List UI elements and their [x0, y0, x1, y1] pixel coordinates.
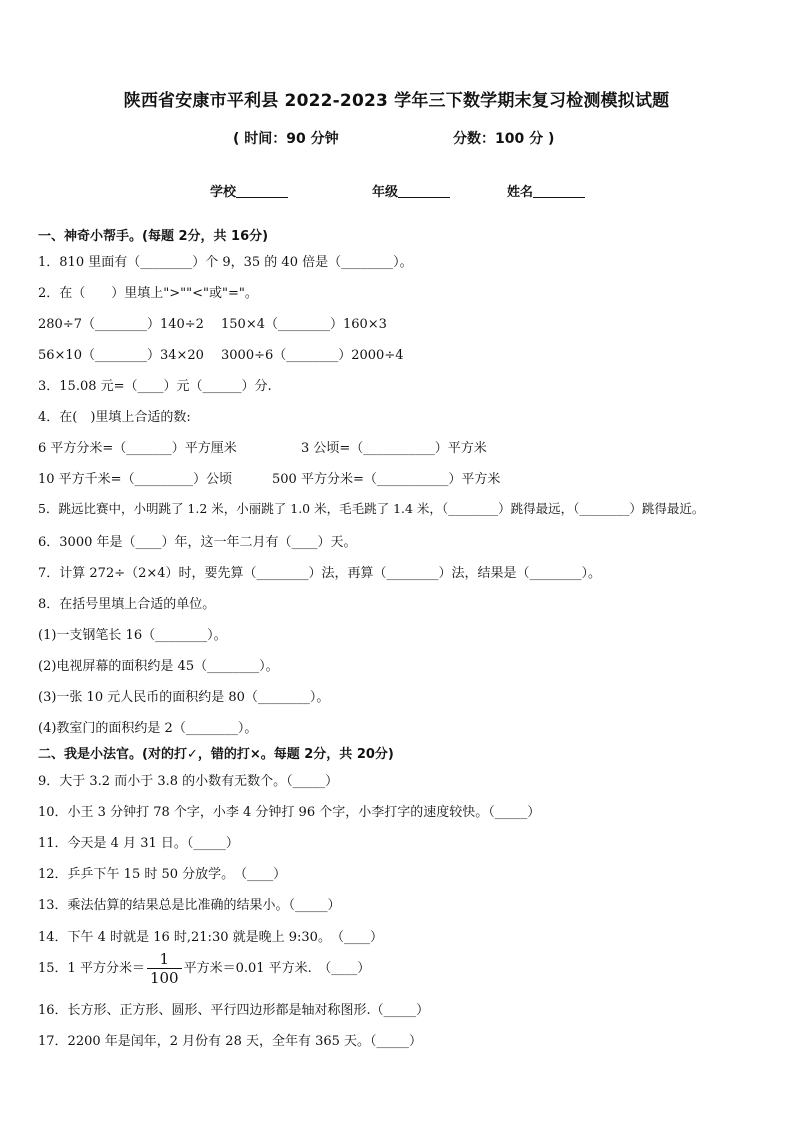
fraction: [147, 950, 182, 987]
question-16: 16．长方形、正方形、圆形、平行四边形都是轴对称图形.（_____）: [38, 1003, 430, 1018]
section1-heading: 一、神奇小帮手。(每题 2分，共 16分): [38, 229, 269, 244]
question-13: 13．乘法估算的结果总是比准确的结果小。（_____）: [38, 898, 341, 913]
section2-heading: 二、我是小法官。(对的打✓，错的打×。每题 2分，共 20分): [38, 747, 394, 762]
question-6: 6．3000 年是（____）年，这一年二月有（____）天。: [38, 535, 357, 550]
question-2c: 56×10（________）34×20: [38, 348, 204, 363]
question-3: 3．15.08 元=（____）元（______）分.: [38, 379, 272, 394]
question-10: 10．小王 3 分钟打 78 个字，小李 4 分钟打 96 个字，小李打字的速度较快。（_____）: [38, 805, 541, 820]
grade-blank[interactable]: [398, 197, 450, 198]
question-1: 1．810 里面有（________）个 9，35 的 40 倍是（________）。: [38, 255, 413, 270]
question-8-4: (4)教室门的面积约是 2（________）。: [38, 721, 258, 736]
name-label: 姓名: [507, 185, 534, 200]
question-4d: 500 平方分米=（___________）平方米: [272, 472, 501, 487]
question-17: 17．2200 年是闰年，2 月份有 28 天，全年有 365 天。（_____）: [38, 1034, 423, 1049]
question-4b: 3 公顷=（___________）平方米: [301, 441, 487, 456]
question-8: 8．在括号里填上合适的单位。: [38, 597, 216, 612]
question-15: [38, 950, 370, 987]
question-2b: 150×4（________）160×3: [221, 317, 387, 332]
exam-time: ( 时间：90 分钟: [233, 131, 339, 147]
fraction-numerator: 1: [147, 950, 182, 969]
question-8-1: (1)一支钢笔长 16（________）。: [38, 628, 227, 643]
grade-field[interactable]: [372, 181, 450, 200]
question-12: 12．乒乒下午 15 时 50 分放学。 （____）: [38, 867, 287, 882]
question-4: 4．在( )里填上合适的数:: [38, 410, 191, 425]
question-9: 9．大于 3.2 而小于 3.8 的小数有无数个。（_____）: [38, 774, 339, 789]
question-4c: 10 平方千米=（_________）公顷: [38, 472, 233, 487]
question-4a: 6 平方分米=（_______）平方厘米: [38, 441, 237, 456]
question-14: 14．下午 4 时就是 16 时,21:30 就是晚上 9:30。 （____）: [38, 930, 383, 945]
question-8-2: (2)电视屏幕的面积约是 45（________）。: [38, 659, 279, 674]
name-blank[interactable]: [533, 197, 585, 198]
question-2a: 280÷7（________）140÷2: [38, 317, 204, 332]
exam-score: 分数：100 分 ): [453, 131, 555, 147]
name-field[interactable]: [507, 181, 585, 200]
question-15-suffix: 平方米＝0.01 平方米. （____）: [183, 961, 371, 976]
fraction-denominator: 100: [149, 969, 179, 987]
question-7: 7．计算 272÷（2×4）时，要先算（________）法，再算（________）法，结果是（________）。: [38, 566, 602, 581]
school-blank[interactable]: [236, 197, 288, 198]
grade-label: 年级: [372, 185, 399, 200]
school-label: 学校: [210, 185, 237, 200]
question-2: 2．在（ ）里填上">""<"或"="。: [38, 286, 258, 301]
question-8-3: (3)一张 10 元人民币的面积约是 80（________）。: [38, 690, 330, 705]
school-field[interactable]: [210, 181, 288, 200]
question-11: 11．今天是 4 月 31 日。（_____）: [38, 836, 239, 851]
question-5: 5．跳远比赛中，小明跳了 1.2 米，小丽跳了 1.0 米，毛毛跳了 1.4 米，（________）跳得最远，（________）跳得最近。: [38, 501, 705, 516]
page-title: 陕西省安康市平利县 2022-2023 学年三下数学期末复习检测模拟试题: [123, 91, 670, 111]
question-15-prefix: 15．1 平方分米＝: [38, 961, 145, 976]
question-2d: 3000÷6（________）2000÷4: [221, 348, 404, 363]
